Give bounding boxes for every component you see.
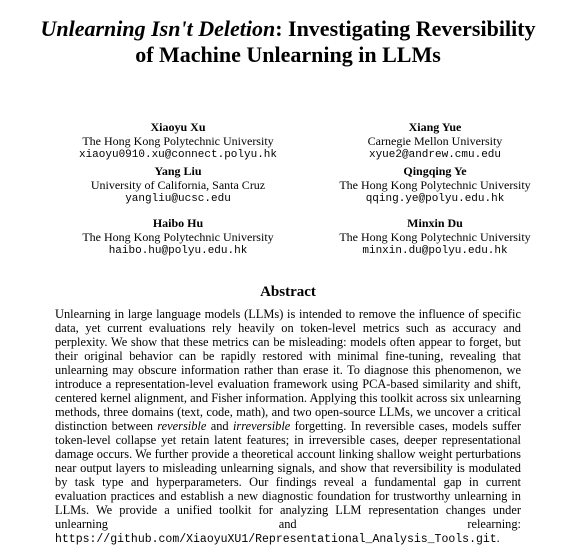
author-affiliation: The Hong Kong Polytechnic University	[82, 230, 274, 244]
author-affiliation: Carnegie Mellon University	[367, 134, 503, 148]
author-email: xyue2@andrew.cmu.edu	[368, 149, 502, 161]
toolkit-url-link[interactable]: https://github.com/XiaoyuXU1/Representational_Analysis_Tools.git	[55, 533, 497, 546]
author-email: haibo.hu@polyu.edu.hk	[108, 245, 248, 257]
abstract-heading: Abstract	[260, 284, 316, 300]
abstract-and: and	[206, 419, 233, 433]
author-affiliation: The Hong Kong Polytechnic University	[339, 178, 531, 192]
author-email: xiaoyu0910.xu@connect.polyu.hk	[78, 149, 278, 161]
author-block-5	[43, 216, 313, 258]
abstract-text-part1: Unlearning in large language models (LLMs) is intended to remove the influence of specific data, yet current evaluations rely heavily on token-level metrics such as accuracy and perplexity. We show that these metrics can be misleading: models often appear to forget, but their original behavior can be rapidly restored with minimal fine-tuning, revealing that unlearning may obscure information rather than erase it. To diagnose this phenomenon, we introduce a representation-level evaluation framework using PCA-based similarity and shift, centered kernel alignment, and Fisher information. Applying this toolkit across six unlearning methods, three domains (text, code, math), and two open-source LLMs, we uncover a critical distinction between	[55, 307, 521, 433]
abstract-irreversible: irreversible	[232, 419, 291, 433]
author-block-3	[43, 164, 313, 206]
author-block-2	[300, 120, 570, 162]
author-name: Haibo Hu	[152, 216, 204, 230]
title-rest-line1: : Investigating Reversibility	[275, 16, 536, 41]
author-name: Xiaoyu Xu	[150, 120, 206, 134]
author-name: Yang Liu	[154, 164, 202, 178]
author-name: Qingqing Ye	[403, 164, 467, 178]
title-italic-part: Unlearning Isn't Deletion	[40, 16, 276, 41]
author-block-6	[300, 216, 570, 258]
author-affiliation: The Hong Kong Polytechnic University	[82, 134, 274, 148]
author-name: Xiang Yue	[408, 120, 462, 134]
author-email: yangliu@ucsc.edu	[125, 193, 231, 205]
abstract-reversible: reversible	[157, 419, 207, 433]
author-affiliation: The Hong Kong Polytechnic University	[339, 230, 531, 244]
author-name: Minxin Du	[407, 216, 463, 230]
author-affiliation: University of California, Santa Cruz	[90, 178, 266, 192]
author-block-1	[43, 120, 313, 162]
title-line2: of Machine Unlearning in LLMs	[135, 42, 441, 67]
abstract-text-part2: forgetting. In reversible cases, models suffer token-level collapse yet retain latent features; in irreversible cases, deeper representational damage occurs. We further provide a theoretical account linking shallow weight perturbations near output layers to misleading unlearning signals, and show that reversibility is modulated by task type and hyperparameters. Our findings reveal a fundamental gap in current evaluation practices and establish a new diagnostic foundation for trustworthy unlearning in LLMs. We provide a unified toolkit for analyzing LLM representation changes under unlearning and relearning:	[55, 419, 521, 531]
author-block-4	[300, 164, 570, 206]
author-email: minxin.du@polyu.edu.hk	[362, 245, 508, 257]
abstract-body	[55, 307, 521, 547]
author-email: qqing.ye@polyu.edu.hk	[365, 193, 505, 205]
abstract-end: .	[496, 531, 500, 545]
paper-title	[0, 16, 576, 68]
